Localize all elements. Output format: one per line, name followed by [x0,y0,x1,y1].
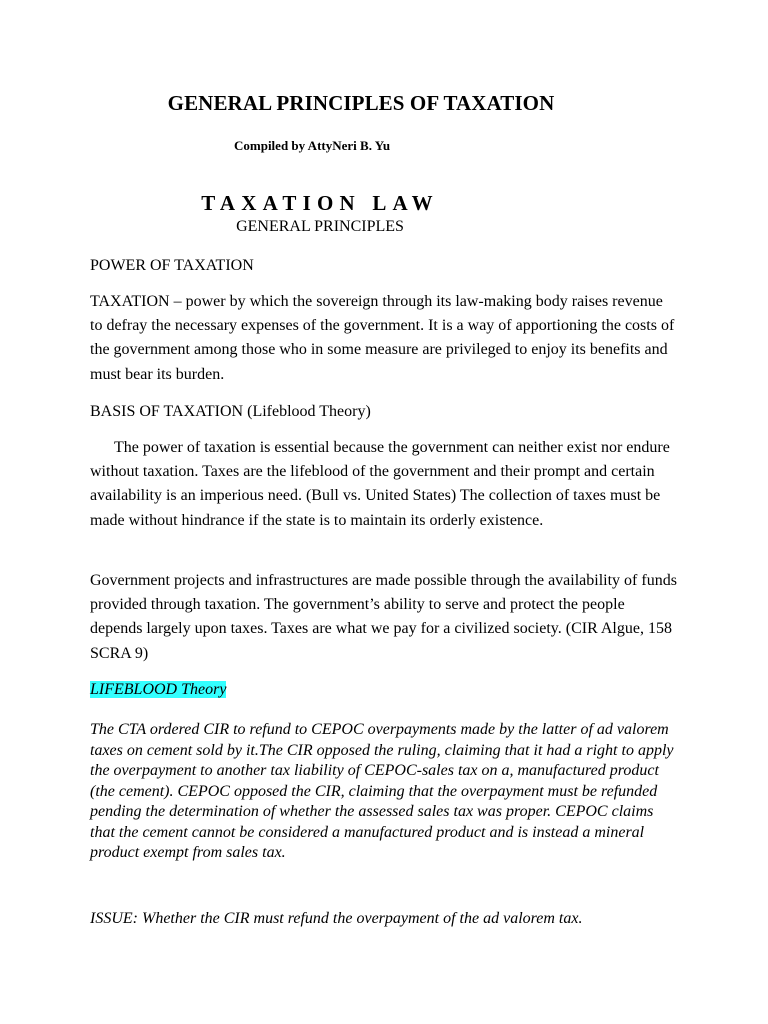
government-projects-paragraph: Government projects and infrastructures are made possible through the availability of funds provided through taxation. The government’s ability to serve and protect the people depends largely upon taxes. Taxes are what we pay for a civilized society. (CIR Algue, 158 SCRA 9) [90,572,677,662]
case-summary-paragraph: The CTA ordered CIR to refund to CEPOC overpayments made by the latter of ad valorem taxes on cement sold by it.The CIR opposed the ruling, claiming that it had a right to apply the overpayment to another tax liability of CEPOC-sales tax on a, manufactured product (the cement). CEPOC opposed the CIR, claiming that the overpayment must be refunded pending the determination of whether the assessed sales tax was proper. CEPOC claims that the cement cannot be considered a manufactured product and is instead a mineral product exempt from sales tax. [90,721,674,861]
lifeblood-theory-label [90,678,226,702]
basis-of-taxation-heading: BASIS OF TAXATION (Lifeblood Theory) [90,403,371,420]
issue-statement: ISSUE: Whether the CIR must refund the overpayment of the ad valorem tax. [90,910,583,927]
basis-paragraph: The power of taxation is essential because the government can neither exist nor endure without taxation. Taxes are the lifeblood of the government and their prompt and certain availability is an imperious need. (Bull vs. United States) The collection of taxes must be made without hindrance if the state is to maintain its orderly existence. [90,439,670,529]
general-principles-subheading: GENERAL PRINCIPLES [236,218,404,235]
lifeblood-highlight: LIFEBLOOD Theory [90,681,227,698]
document-title: GENERAL PRINCIPLES OF TAXATION [167,91,555,115]
power-of-taxation-heading: POWER OF TAXATION [90,257,254,274]
compiled-by-line: Compiled by AttyNeri B. Yu [234,138,391,153]
taxation-definition-paragraph: TAXATION – power by which the sovereign through its law-making body raises revenue to defray the necessary expenses of the government. It is a way of apportioning the costs of the government among those who in some measure are privileged to enjoy its benefits and must bear its burden. [90,293,675,383]
taxation-law-heading: TAXATION LAW [201,191,439,215]
